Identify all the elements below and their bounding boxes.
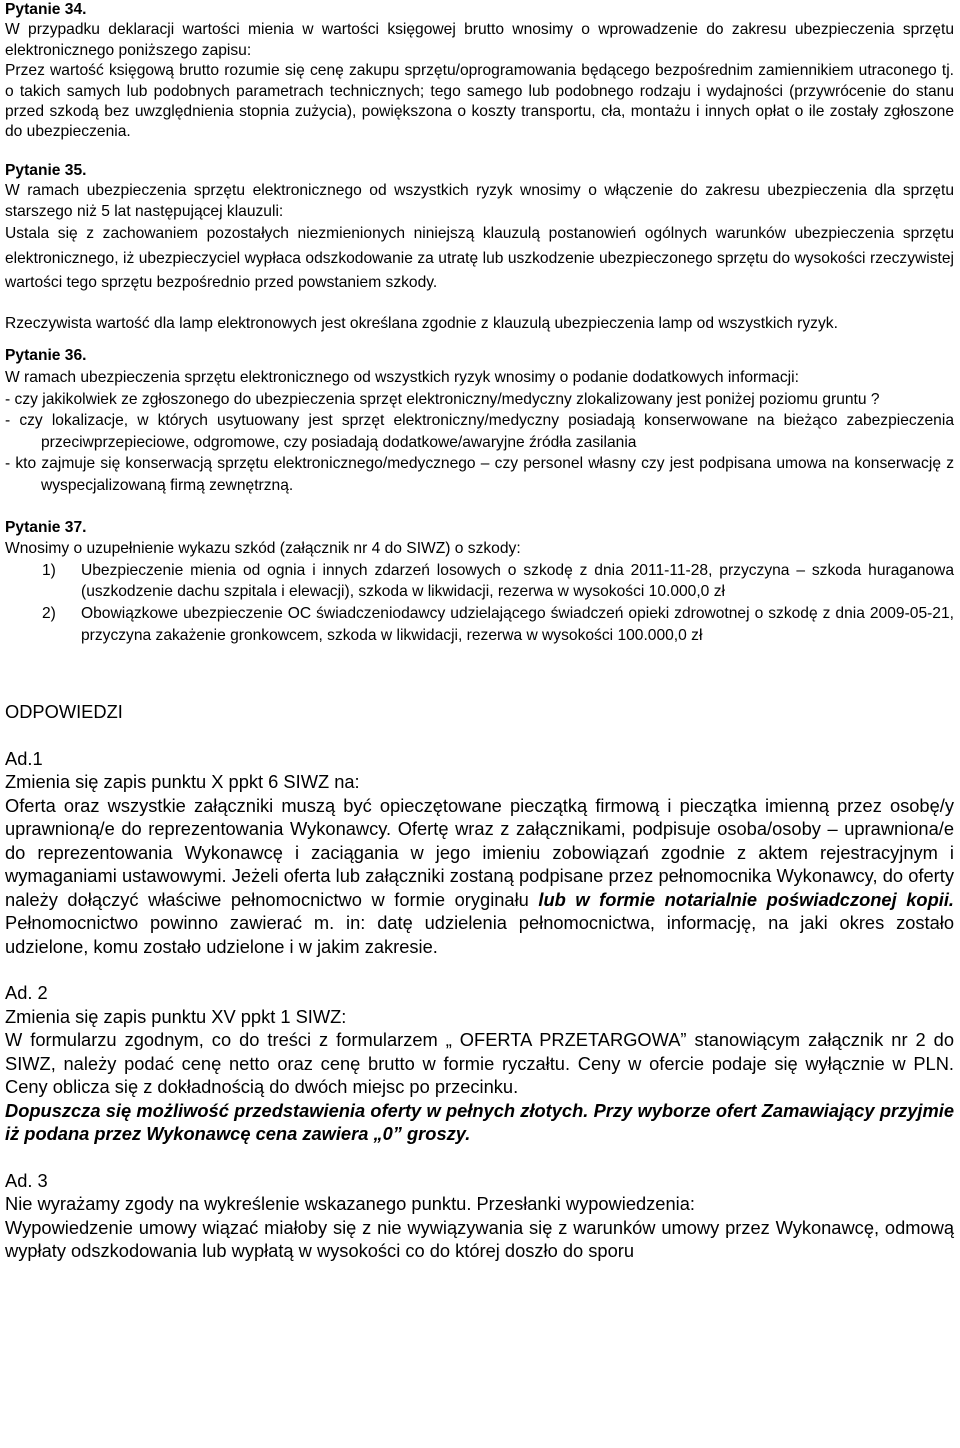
question-36-item: - czy jakikolwiek ze zgłoszonego do ubezpieczenia sprzęt elektroniczny/medyczny zlokalizowany jest poniżej poziomu gruntu ? xyxy=(5,390,880,408)
question-34-title: Pytanie 34. xyxy=(5,1,87,18)
list-item xyxy=(5,603,954,646)
question-35-note: Rzeczywista wartość dla lamp elektronowych jest określana zgodnie z klauzulą ubezpieczenia lamp od wszystkich ryzyk. xyxy=(5,314,838,332)
question-37-title: Pytanie 37. xyxy=(5,518,87,536)
list-item-number: 1) xyxy=(42,561,56,579)
answer-1 xyxy=(5,747,954,959)
question-35 xyxy=(5,161,954,337)
answers-heading: ODPOWIEDZI xyxy=(5,701,123,723)
answer-3-text: Wypowiedzenie umowy wiązać miałoby się z nie wywiązywania się z warunków umowy przez Wykonawcę, odmową wypłaty odszkodowania lub wypłatą w wysokości co do której doszło do sporu xyxy=(5,1216,954,1262)
list-item-number: 2) xyxy=(42,604,56,622)
answer-2 xyxy=(5,981,954,1146)
answer-2-title: Ad. 2 xyxy=(5,982,48,1004)
list-item xyxy=(5,560,954,603)
answer-2-change: Zmienia się zapis punktu XV ppkt 1 SIWZ: xyxy=(5,1005,347,1027)
answer-1-change: Zmienia się zapis punktu X ppkt 6 SIWZ na: xyxy=(5,771,360,793)
answer-2-text: W formularzu zgodnym, co do treści z formularzem „ OFERTA PRZETARGOWA” stanowiącym załącznik nr 2 do SIWZ, należy podać cenę netto oraz cenę brutto w formie ryczałtu. Ceny w ofercie podaje się wyłącznie w PLN. Ceny oblicza się z dokładnością do dwóch miejsc po przecinku. xyxy=(5,1029,954,1098)
question-34-clause: Przez wartość księgową brutto rozumie się cenę zakupu sprzętu/oprogramowania będącego bezpośrednim zamiennikiem utraconego tj. o takich samych lub podobnych parametrach technicznych; tego samego lub podobnego rodzaju i wydajności (przywrócenie do stanu przed szkodą bez uwzględnienia stopnia zużycia), powiększona o koszty transportu, cła, montażu i innych opłat o ile zostały zgłoszone do ubezpieczenia. xyxy=(5,62,954,141)
answer-3-title: Ad. 3 xyxy=(5,1169,48,1191)
answer-1-title: Ad.1 xyxy=(5,747,43,769)
question-35-title: Pytanie 35. xyxy=(5,161,87,179)
question-34-intro: W przypadku deklaracji wartości mienia w wartości księgowej brutto wnosimy o wprowadzenie do zakresu ubezpieczenia sprzętu elektronicznego poniższego zapisu: xyxy=(5,21,954,59)
answer-2-text-emphasis: Dopuszcza się możliwość przedstawienia oferty w pełnych złotych. Przy wyborze ofert Zamawiający przyjmie iż podana przez Wykonawcę cena zawiera „0” groszy. xyxy=(5,1099,954,1145)
answer-1-text-part: Oferta oraz wszystkie załączniki muszą być opieczętowane pieczątką firmową i pieczątka imienną przez osobę/y uprawnioną/e do reprezentowania Wykonawcy. Ofertę wraz z załącznikami, podpisuje osoba/osoby – uprawniona/e do reprezentowania Wykonawcę i zaciągania w jego imieniu zobowiązań zgodnie z aktem rejestracyjnym i wymaganiami ustawowymi. Jeżeli oferta lub załączniki zostaną podpisane przez pełnomocnika Wykonawcy, do oferty należy dołączyć właściwe pełnomocnictwo w formie oryginału xyxy=(5,794,954,910)
answer-1-text-part: Pełnomocnictwo powinno zawierać m. in: datę udzielenia pełnomocnictwa, informację, na jaki okres zostało udzielone, komu zostało udzielone i w jakim zakresie. xyxy=(5,912,954,957)
question-36 xyxy=(5,345,954,496)
question-36-intro: W ramach ubezpieczenia sprzętu elektronicznego od wszystkich ryzyk wnosimy o podanie dodatkowych informacji: xyxy=(5,369,799,387)
answers-section xyxy=(5,700,954,1263)
question-36-item: - kto zajmuje się konserwacją sprzętu elektronicznego/medycznego – czy personel własny czy jest podpisana umowa na konserwację z wyspecjalizowaną firmą zewnętrzną. xyxy=(5,455,954,494)
question-36-item: - czy lokalizacje, w których usytuowany jest sprzęt elektroniczny/medyczny posiadają konserwowane na bieżąco zabezpieczenia przeciwprzepieciowe, odgromowe, czy posiadają dodatkowe/awaryjne źródła zasilania xyxy=(5,412,954,451)
list-item-text: Obowiązkowe ubezpieczenie OC świadczeniodawcy udzielającego świadczeń opieki zdrowotnej o szkodę z dnia 2009-05-21, przyczyna zakażenie gronkowcem, szkoda w likwidacji, rezerwa w wysokości 100.000,0 zł xyxy=(81,604,954,644)
question-37 xyxy=(5,517,954,647)
question-37-intro: Wnosimy o uzupełnienie wykazu szkód (załącznik nr 4 do SIWZ) o szkody: xyxy=(5,540,521,558)
question-36-title: Pytanie 36. xyxy=(5,347,87,365)
answer-1-text-emphasis: lub w formie notarialnie poświadczonej kopii. xyxy=(538,888,954,910)
answer-3-text: Nie wyrażamy zgody na wykreślenie wskazanego punktu. Przesłanki wypowiedzenia: xyxy=(5,1193,695,1215)
question-35-intro: W ramach ubezpieczenia sprzętu elektronicznego od wszystkich ryzyk wnosimy o włączenie do zakresu ubezpieczenia dla sprzętu starszego niż 5 lat następującej klauzuli: xyxy=(5,182,954,220)
question-35-clause: Ustala się z zachowaniem pozostałych niezmienionych niniejszą klauzulą postanowień ogólnych warunków ubezpieczenia sprzętu elektronicznego, iż ubezpieczyciel wypłaca odszkodowanie za utratę lub uszkodzenie ubezpieczonego sprzętu do wysokości rzeczywistej wartości tego sprzętu bezpośrednio przed powstaniem szkody. xyxy=(5,225,954,292)
question-34 xyxy=(5,0,954,143)
answer-3 xyxy=(5,1169,954,1263)
answer-1-text xyxy=(5,794,954,959)
damage-list xyxy=(5,560,954,646)
list-item-text: Ubezpieczenie mienia od ognia i innych zdarzeń losowych o szkodę z dnia 2011-11-28, przyczyna – szkoda huraganowa (uszkodzenie dachu szpitala i elewacji), szkoda w likwidacji, rezerwa w wysokości 10.000,0 zł xyxy=(81,561,954,601)
